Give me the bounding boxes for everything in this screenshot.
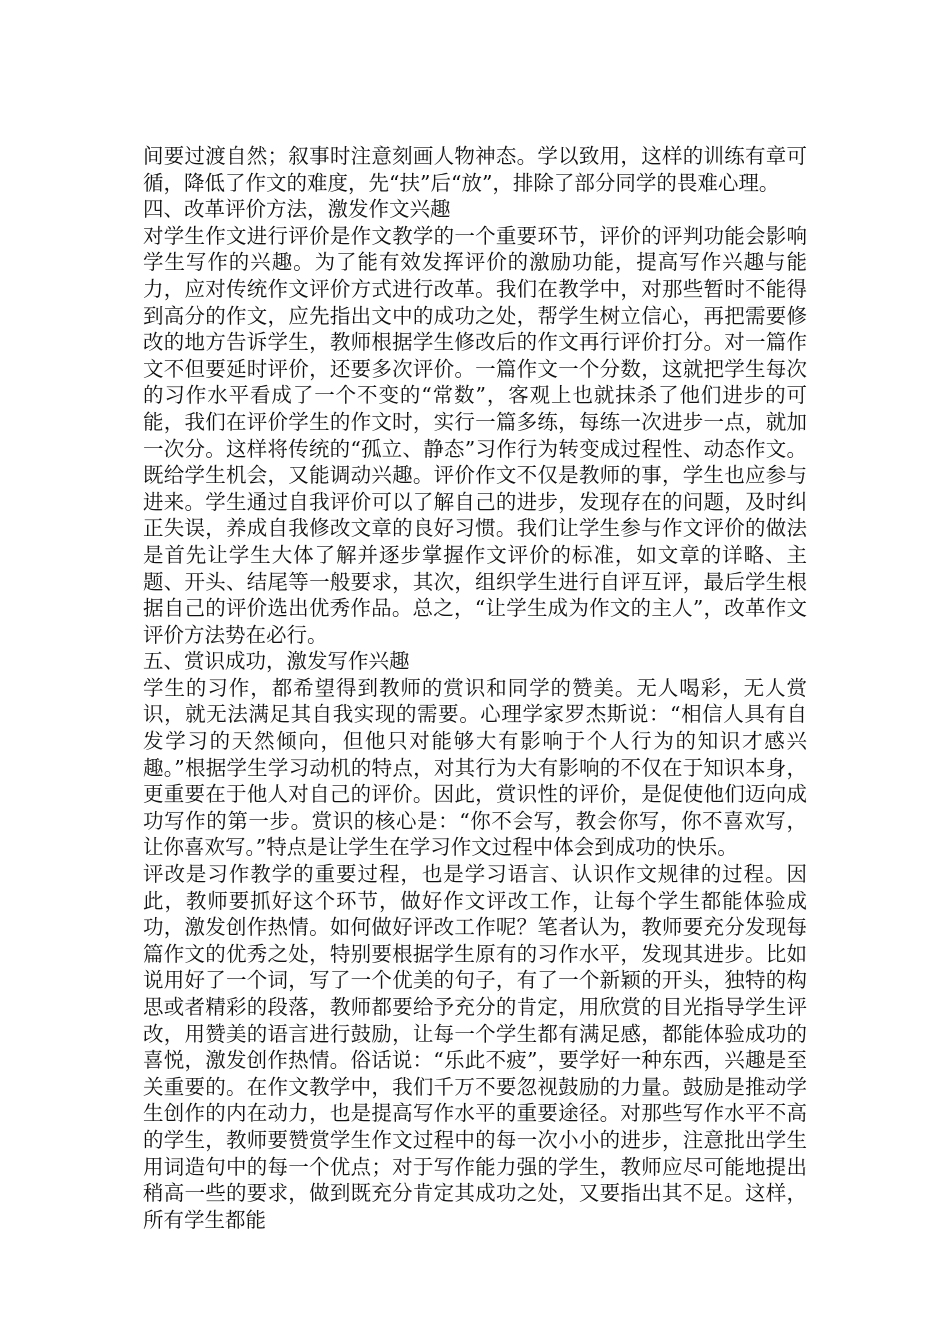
paragraph-evaluation-reform: 对学生作文进行评价是作文教学的一个重要环节，评价的评判功能会影响学生写作的兴趣。为了能有效发挥评价的激励功能，提高写作兴趣与能力，应对传统作文评价方式进行改革。我们在教学中，对那些暂时不能得到高分的作文，应先指出文中的成功之处，帮学生树立信心，再把需要修改的地方告诉学生，教师根据学生修改后的作文再行评价打分。对一篇作文不但要延时评价，还要多次评价。一篇作文一个分数，这就把学生每次的习作水平看成了一个不变的“常数”，客观上也就抹杀了他们进步的可能，我们在评价学生的作文时，实行一篇多练，每练一次进步一点，就加一次分。这样将传统的“孤立、静态”习作行为转变成过程性、动态作文。既给学生机会，又能调动兴趣。评价作文不仅是教师的事，学生也应参与进来。学生通过自我评价可以了解自己的进步，发现存在的问题，及时纠正失误，养成自我修改文章的良好习惯。我们让学生参与作文评价的做法是首先让学生大体了解并逐步掌握作文评价的标准，如文章的详略、主题、开头、结尾等一般要求，其次，组织学生进行自评互评，最后学生根据自己的评价选出优秀作品。总之，“让学生成为作文的主人”，改革作文评价方法势在必行。 bbox=[143, 223, 807, 647]
section-heading-4: 四、改革评价方法，激发作文兴趣 bbox=[143, 197, 451, 222]
document-body bbox=[143, 143, 807, 1233]
paragraph-revision: 评改是习作教学的重要过程，也是学习语言、认识作文规律的过程。因此，教师要抓好这个环节，做好作文评改工作，让每个学生都能体验成功，激发创作热情。如何做好评改工作呢？笔者认为，教师要充分发现每篇作文的优秀之处，特别要根据学生原有的习作水平，发现其进步。比如说用好了一个词，写了一个优美的句子，有了一个新颖的开头，独特的构思或者精彩的段落，教师都要给予充分的肯定，用欣赏的目光指导学生评改，用赞美的语言进行鼓励，让每一个学生都有满足感，都能体验成功的喜悦，激发创作热情。俗话说：“乐此不疲”，要学好一种东西，兴趣是至关重要的。在作文教学中，我们千万不要忽视鼓励的力量。鼓励是推动学生创作的内在动力，也是提高写作水平的重要途径。对那些写作水平不高的学生，教师要赞赏学生作文过程中的每一次小小的进步，注意批出学生用词造句中的每一个优点；对于写作能力强的学生，教师应尽可能地提出稍高一些的要求，做到既充分肯定其成功之处，又要指出其不足。这样，所有学生都能 bbox=[143, 862, 807, 1232]
paragraph-appreciation: 学生的习作，都希望得到教师的赏识和同学的赞美。无人喝彩，无人赏识，就无法满足其自我实现的需要。心理学家罗杰斯说：“相信人具有自发学习的天然倾向，但他只对能够大有影响于个人行为的知识才感兴趣。”根据学生学习动机的特点，对其行为大有影响的不仅在于知识本身，更重要在于他人对自己的评价。因此，赏识性的评价，是促使他们迈向成功写作的第一步。赏识的核心是：“你不会写，教会你写，你不喜欢写，让你喜欢写。”特点是让学生在学习作文过程中体会到成功的快乐。 bbox=[143, 675, 807, 860]
paragraph-intro-continued: 间要过渡自然；叙事时注意刻画人物神态。学以致用，这样的训练有章可循，降低了作文的难度，先“扶”后“放”，排除了部分同学的畏难心理。 bbox=[143, 144, 807, 195]
section-heading-5: 五、赏识成功，激发写作兴趣 bbox=[143, 649, 410, 674]
